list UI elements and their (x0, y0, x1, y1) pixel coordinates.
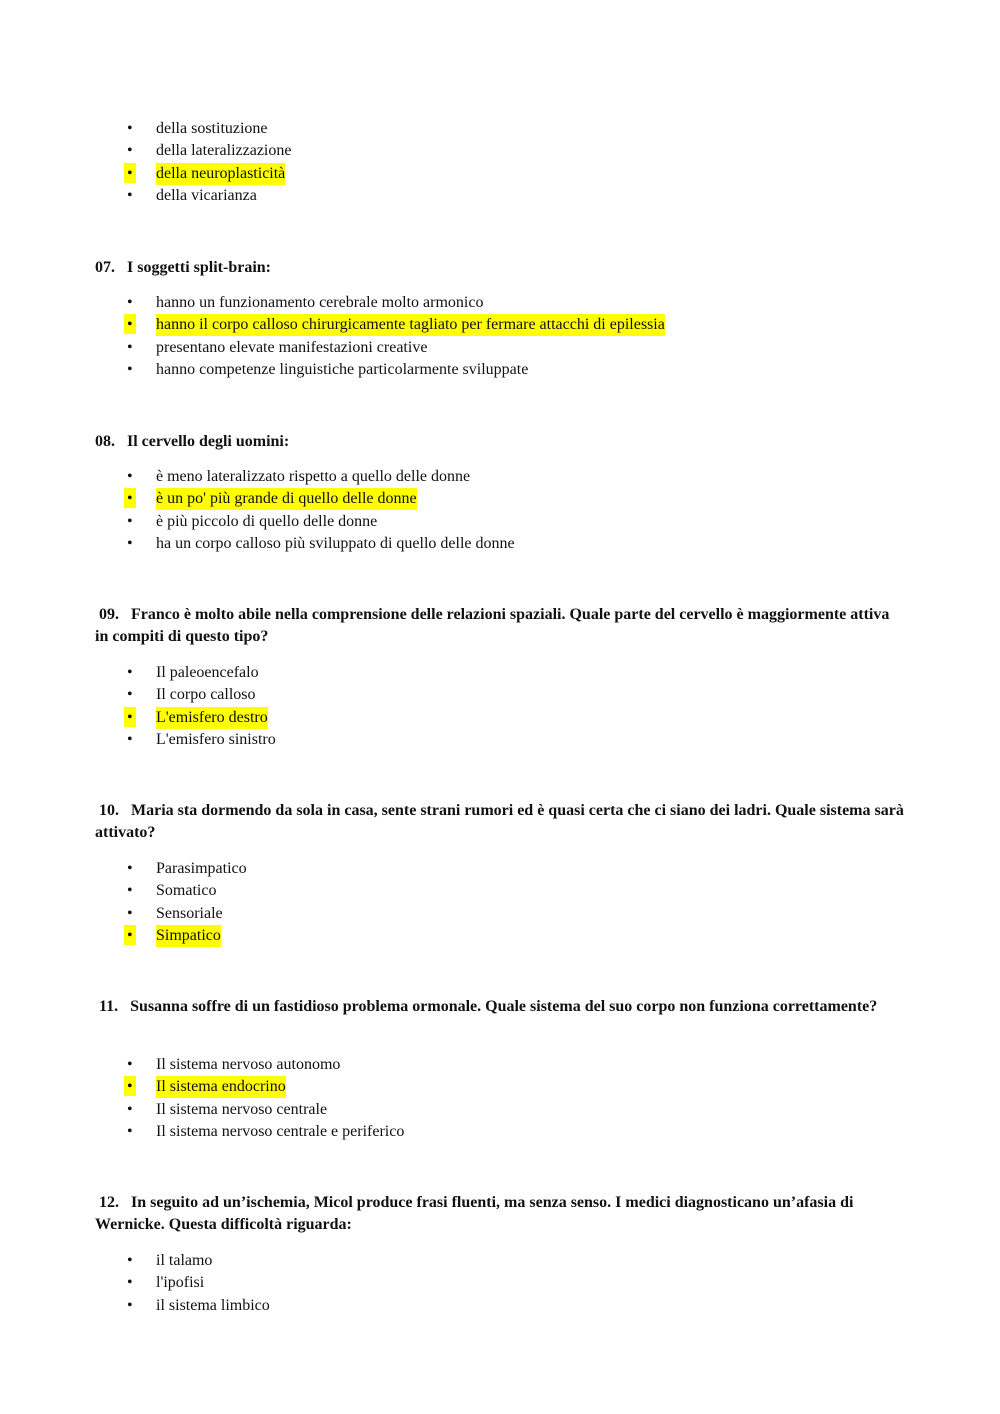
option-item (0, 684, 1000, 706)
option-text: della sostituzione (156, 120, 268, 137)
option-text: hanno competenze linguistiche particolarmente sviluppate (156, 360, 529, 378)
option-item-correct (0, 488, 1000, 510)
option-item (0, 1272, 1000, 1294)
bullet-icon: • (127, 468, 133, 485)
bullet-icon: • (124, 488, 136, 508)
option-item (0, 729, 1000, 751)
option-text: Il sistema nervoso centrale (156, 1100, 328, 1118)
option-text: Simpatico (156, 925, 221, 947)
option-item (0, 466, 1000, 488)
option-text: L'emisfero sinistro (156, 730, 276, 748)
bullet-icon: • (127, 730, 133, 748)
question-heading-q10 (95, 800, 905, 844)
question-number: 12. (99, 1194, 119, 1211)
option-text: della neuroplasticità (156, 163, 285, 185)
option-item (0, 1295, 1000, 1317)
option-text: Il sistema nervoso centrale e periferico (156, 1122, 405, 1140)
option-text: hanno il corpo calloso chirurgicamente tagliato per fermare attacchi di epilessia (156, 314, 665, 336)
bullet-icon: • (124, 707, 136, 727)
question-number: 07. (95, 259, 115, 276)
bullet-icon: • (127, 1296, 133, 1314)
bullet-icon: • (124, 925, 136, 945)
bullet-icon: • (127, 512, 133, 530)
question-text: Susanna soffre di un fastidioso problema ormonale. Quale sistema del suo corpo non funziona correttamente? (130, 998, 878, 1015)
option-text: è meno lateralizzato rispetto a quello delle donne (156, 468, 471, 485)
question-heading-q11 (95, 996, 905, 1018)
option-text: il talamo (156, 1252, 213, 1269)
option-text: Il sistema endocrino (156, 1076, 286, 1098)
option-item (0, 140, 1000, 162)
question-number: 09. (99, 606, 119, 623)
option-item (0, 858, 1000, 880)
question-heading-q09 (95, 604, 905, 648)
option-item (0, 1099, 1000, 1121)
option-item-correct (0, 925, 1000, 947)
bullet-icon: • (127, 186, 133, 204)
option-list-q07 (0, 292, 1000, 381)
option-text: Parasimpatico (156, 860, 247, 877)
question-number: 10. (99, 802, 119, 819)
option-list-q08 (0, 466, 1000, 555)
bullet-icon: • (127, 294, 133, 311)
option-item (0, 1250, 1000, 1272)
option-list-q11 (0, 1054, 1000, 1143)
question-heading-q12 (95, 1192, 905, 1236)
option-text: è un po' più grande di quello delle donne (156, 488, 417, 510)
option-item (0, 662, 1000, 684)
option-text: ha un corpo calloso più sviluppato di quello delle donne (156, 534, 515, 552)
option-list-q12 (0, 1250, 1000, 1317)
bullet-icon: • (127, 360, 133, 378)
question-text: Il cervello degli uomini: (127, 433, 290, 450)
bullet-icon: • (127, 904, 133, 922)
question-number: 11. (99, 998, 119, 1015)
option-text: della vicarianza (156, 186, 257, 204)
question-text: Maria sta dormendo da sola in casa, sente strani rumori ed è quasi certa che ci siano dei ladri. Quale sistema sarà attivato? (95, 802, 904, 841)
bullet-icon: • (127, 1122, 133, 1140)
option-text: presentano elevate manifestazioni creative (156, 338, 428, 356)
option-text: Il corpo calloso (156, 686, 256, 704)
option-item (0, 292, 1000, 314)
option-item-correct (0, 707, 1000, 729)
option-item (0, 533, 1000, 555)
option-item (0, 1054, 1000, 1076)
option-item-correct (0, 163, 1000, 185)
bullet-icon: • (127, 534, 133, 552)
bullet-icon: • (127, 1274, 133, 1292)
option-item-correct (0, 314, 1000, 336)
bullet-icon: • (127, 686, 133, 704)
question-number: 08. (95, 433, 115, 450)
bullet-icon: • (124, 314, 136, 334)
option-item (0, 511, 1000, 533)
bullet-icon: • (127, 142, 133, 160)
option-text: L'emisfero destro (156, 707, 268, 729)
question-heading-q08 (95, 431, 905, 453)
option-text: il sistema limbico (156, 1296, 270, 1314)
question-text: In seguito ad un’ischemia, Micol produce frasi fluenti, ma senza senso. I medici diagnosticano un’afasia di Wernicke. Questa difficoltà riguarda: (95, 1194, 854, 1233)
option-item-correct (0, 1076, 1000, 1098)
bullet-icon: • (127, 1056, 133, 1073)
option-list-q09 (0, 662, 1000, 751)
option-text: è più piccolo di quello delle donne (156, 512, 378, 530)
option-text: Il paleoencefalo (156, 664, 259, 681)
question-text: Franco è molto abile nella comprensione delle relazioni spaziali. Quale parte del cervello è maggiormente attiva in compiti di questo tipo? (95, 606, 890, 645)
bullet-icon: • (127, 338, 133, 356)
bullet-icon: • (127, 120, 133, 137)
option-text: l'ipofisi (156, 1274, 205, 1292)
question-text: I soggetti split-brain: (127, 259, 271, 276)
option-item (0, 185, 1000, 207)
option-text: hanno un funzionamento cerebrale molto armonico (156, 294, 484, 311)
bullet-icon: • (127, 882, 133, 900)
option-list-q06 (0, 118, 1000, 207)
question-heading-q07 (95, 257, 905, 279)
bullet-icon: • (127, 1252, 133, 1269)
option-item (0, 118, 1000, 140)
option-text: della lateralizzazione (156, 142, 292, 160)
option-text: Sensoriale (156, 904, 223, 922)
bullet-icon: • (124, 163, 136, 183)
option-item (0, 903, 1000, 925)
option-item (0, 1121, 1000, 1143)
option-item (0, 337, 1000, 359)
option-text: Il sistema nervoso autonomo (156, 1056, 341, 1073)
option-item (0, 359, 1000, 381)
bullet-icon: • (127, 860, 133, 877)
option-item (0, 880, 1000, 902)
bullet-icon: • (124, 1076, 136, 1096)
option-text: Somatico (156, 882, 217, 900)
bullet-icon: • (127, 1100, 133, 1118)
option-list-q10 (0, 858, 1000, 947)
bullet-icon: • (127, 664, 133, 681)
